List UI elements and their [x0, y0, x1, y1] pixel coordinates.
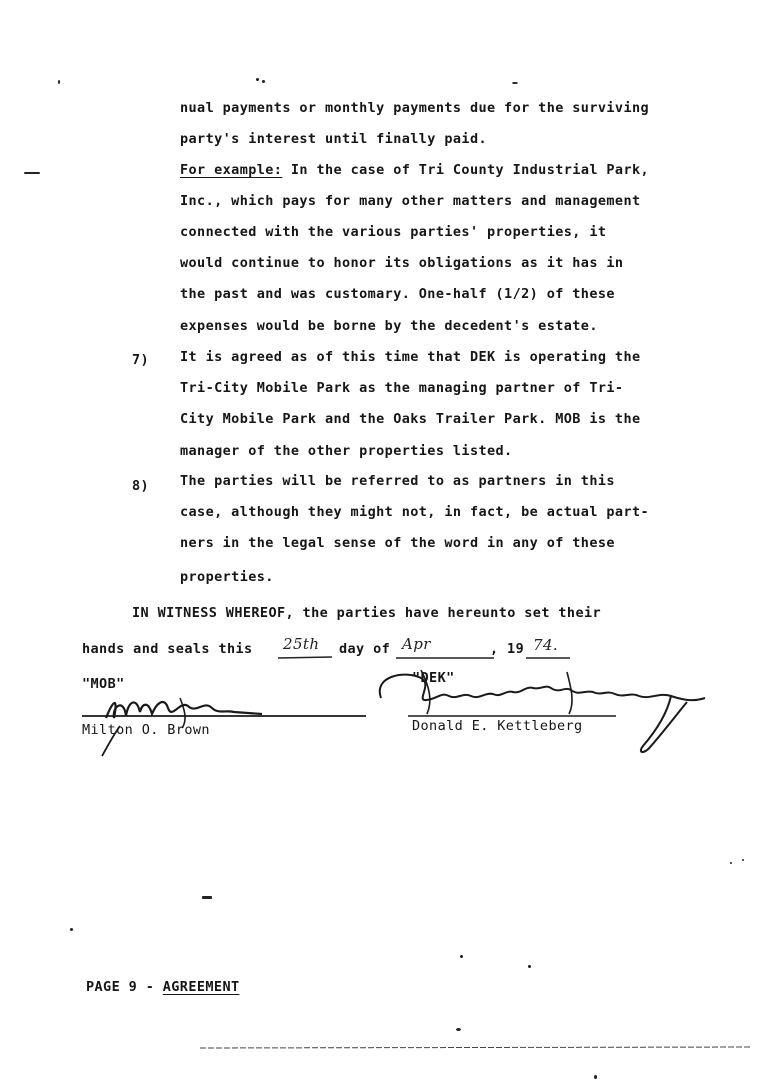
item-number: 7) [132, 352, 150, 368]
scan-speck [512, 82, 518, 84]
scan-speck [730, 862, 732, 864]
body-line: connected with the various parties' properties, it [180, 224, 607, 240]
body-line: ners in the legal sense of the word in any of these [180, 535, 615, 551]
body-line: case, although they might not, in fact, be actual part- [180, 504, 650, 520]
year-underline [526, 656, 572, 660]
example-line [180, 162, 649, 178]
scan-speck [456, 1028, 461, 1031]
witness-line: IN WITNESS WHEREOF, the parties have hereunto set their [132, 605, 602, 621]
body-line: Tri-City Mobile Park as the managing partner of Tri- [180, 380, 624, 396]
mob-printed-name: Milton O. Brown [82, 722, 210, 738]
mob-label: "MOB" [82, 676, 125, 692]
example-text: In the case of Tri County Industrial Park, [282, 162, 650, 178]
scan-speck [528, 965, 531, 968]
body-line: would continue to honor its obligations as it has in [180, 255, 624, 271]
body-line: party's interest until finally paid. [180, 131, 487, 147]
example-label: For example: [180, 162, 283, 178]
body-line: It is agreed as of this time that DEK is operating the [180, 349, 641, 365]
body-line: the past and was customary. One-half (1/2) of these [180, 286, 615, 302]
hands-seals-text: hands and seals this [82, 641, 253, 657]
scan-speck [594, 1075, 597, 1079]
body-line: properties. [180, 569, 274, 585]
scan-speck [742, 859, 744, 861]
scan-speck [202, 896, 212, 899]
body-line: Inc., which pays for many other matters and management [180, 193, 641, 209]
scan-speck [70, 928, 73, 931]
month-underline [396, 656, 496, 660]
document-title: AGREEMENT [162, 979, 240, 995]
page-footer [86, 979, 240, 995]
body-line: The parties will be referred to as partners in this [180, 473, 615, 489]
scan-speck [24, 172, 40, 174]
body-line: manager of the other properties listed. [180, 443, 513, 459]
handwritten-month: Apr [402, 635, 431, 653]
mob-signature-line [82, 714, 368, 718]
day-of-text: day of [339, 641, 391, 657]
scan-speck [262, 80, 265, 83]
item-number: 8) [132, 478, 150, 494]
body-line: nual payments or monthly payments due for the surviving [180, 100, 650, 116]
scan-speck [256, 78, 259, 81]
body-line: City Mobile Park and the Oaks Trailer Park. MOB is the [180, 411, 641, 427]
scan-speck [58, 80, 60, 84]
handwritten-day: 25th [283, 635, 320, 653]
witness-date-line [82, 641, 253, 657]
body-line: expenses would be borne by the decedent's estate. [180, 318, 598, 334]
dek-printed-name: Donald E. Kettleberg [412, 718, 583, 734]
scan-speck [460, 955, 463, 958]
handwritten-year: 74. [533, 636, 559, 654]
page-number-label: PAGE 9 - [86, 979, 163, 995]
dek-label: "DEK" [412, 670, 455, 686]
day-underline [278, 656, 334, 660]
year-prefix: , 19 [490, 641, 525, 657]
bottom-rule [200, 1044, 760, 1052]
